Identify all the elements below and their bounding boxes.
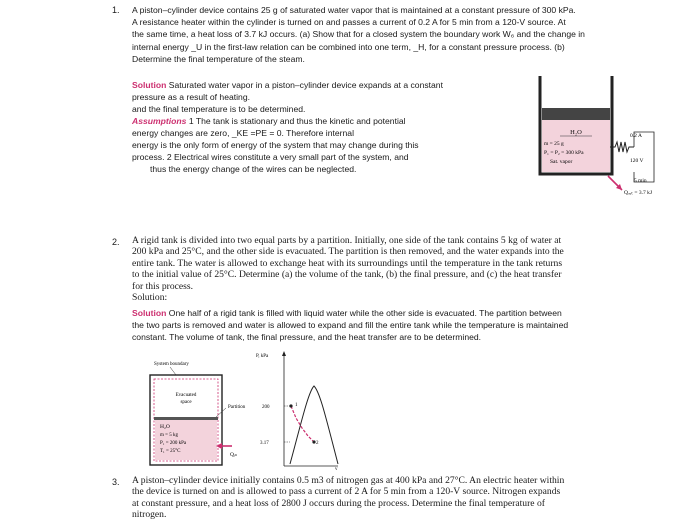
problem-1-text xyxy=(132,4,692,65)
fig2-heat: Qᵢₙ xyxy=(230,452,238,458)
assumptions-label: Assumptions xyxy=(132,116,187,126)
pv-v-axis-label: v xyxy=(335,467,338,470)
solution-line: constant. The volume of tank, the final pressure, and the heat transfer are to be determined. xyxy=(132,332,482,342)
problem-2-number: 2. xyxy=(112,237,120,247)
assumption-line: energy changes are zero, _KE =PE = 0. Therefore internal xyxy=(132,128,354,138)
process-path xyxy=(291,406,314,442)
problem-2-line: for this process. xyxy=(132,280,194,292)
fig1-mass: m = 25 g xyxy=(544,141,564,147)
solution-label: Solution xyxy=(132,308,167,318)
problem-2-solution xyxy=(132,307,692,343)
solution-label: Solution xyxy=(132,80,167,90)
fig1-time: 5 min xyxy=(634,178,647,184)
problem-2-line: A rigid tank is divided into two equal parts by a partition. Initially, one side of the tank contains 5 kg of water at xyxy=(132,235,562,246)
problem-1-line: internal energy _U in the first-law relation can be combined into one term, _H, for a constant pressure process. (b) xyxy=(132,41,565,52)
fig2-evacuated: Evacuated xyxy=(175,393,197,398)
problem-3-text xyxy=(132,475,692,521)
pv-p-high: 200 xyxy=(262,405,270,410)
fig1-substance: H₂O xyxy=(570,129,582,136)
problem-3-number: 3. xyxy=(112,477,120,487)
problem-2-text xyxy=(132,235,692,303)
saturation-dome xyxy=(290,386,338,464)
problem-3-line: at constant pressure, and a heat loss of 2800 J occurs during the process. Determine the final temperature of xyxy=(132,497,545,509)
resistor-icon xyxy=(610,142,634,152)
fig2-temperature: T₁ = 25°C xyxy=(160,449,181,454)
solution-line: the two parts is removed and water is allowed to expand and fill the entire tank while the temperature is maintained xyxy=(132,320,569,330)
problem-1-line: Determine the final temperature of the steam. xyxy=(132,53,305,64)
fig2-system-boundary: System boundary xyxy=(154,362,189,367)
solution-line: One half of a rigid tank is filled with liquid water while the other side is evacuated. The partition between xyxy=(168,308,562,318)
problem-3-line: A piston–cylinder device initially contains 0.5 m3 of nitrogen gas at 400 kPa and 27°C. An electric heater within xyxy=(132,475,565,486)
problem-2-line: to the initial value of 25°C. Determine (a) the volume of the tank, (b) the final pressure, and (c) the heat transfer xyxy=(132,269,562,281)
fig1-pressure: P₁ = P₂ = 300 kPa xyxy=(544,150,584,156)
problem-1-line: A resistance heater within the cylinder is turned on and passes a current of 0.2 A for 5 min from a 120-V source. At xyxy=(132,17,566,28)
problem-3-line: nitrogen. xyxy=(132,509,167,521)
assumption-line: 1 The tank is stationary and thus the kinetic and potential xyxy=(188,116,406,126)
pv-p-low: 3.17 xyxy=(260,441,269,446)
problem-2-line: Solution: xyxy=(132,292,168,304)
fig2-mass: m = 5 kg xyxy=(160,433,178,438)
problem-1-line: A piston–cylinder device contains 25 g of saturated water vapor that is maintained at a constant pressure of 300 kPa. xyxy=(132,5,576,15)
fig1-current: 0.2 A xyxy=(630,133,642,139)
solution-line: pressure as a result of heating. xyxy=(132,92,250,102)
fig2-space: space xyxy=(180,400,192,405)
fig1-voltage: 120 V xyxy=(630,158,644,164)
problem-1-line: the same time, a heat loss of 3.7 kJ occurs. (a) Show that for a closed system the boundary work W₆ and the change in xyxy=(132,29,585,40)
assumption-line: process. 2 Electrical wires constitute a very small part of the system, and xyxy=(132,152,409,162)
pv-p-axis-label: P, kPa xyxy=(256,354,269,359)
fig2-partition-label: Partition xyxy=(228,405,246,410)
fig1-heat-loss: Qₒᵤₜ = 3.7 kJ xyxy=(624,190,652,196)
pv-state-2: 2 xyxy=(316,441,319,446)
problem-2-line: 200 kPa and 25°C, and the other side is evacuated. The partition is then removed, and the water expands into the xyxy=(132,246,564,258)
problem-1-solution xyxy=(132,79,472,175)
piston-cylinder-figure xyxy=(530,72,670,204)
piston xyxy=(542,108,610,120)
problem-2-line: entire tank. The water is allowed to exchange heat with its surroundings until the temperature in the tank returns xyxy=(132,257,563,269)
solution-line: and the final temperature is to be determined. xyxy=(132,104,306,114)
fig2-substance: H₂O xyxy=(160,424,170,430)
pv-state-1: 1 xyxy=(295,403,298,408)
fig1-state: Sat. vapor xyxy=(550,159,573,165)
assumption-line: thus the energy change of the wires can be neglected. xyxy=(150,164,357,174)
state-1-point xyxy=(289,404,292,407)
fig2-pressure: P₁ = 200 kPa xyxy=(160,441,187,446)
partition xyxy=(154,417,218,420)
solution-line: Saturated water vapor in a piston–cylinder device expands at a constant xyxy=(168,80,443,90)
rigid-tank-figure xyxy=(140,348,340,470)
problem-1-number: 1. xyxy=(112,5,120,15)
wire-icon xyxy=(634,132,654,182)
assumption-line: energy is the only form of energy of the system that may change during this xyxy=(132,140,419,150)
problem-3-line: the device is turned on and is allowed to pass a current of 2 A for 5 min from a 120-V source. Nitrogen expands xyxy=(132,486,561,498)
